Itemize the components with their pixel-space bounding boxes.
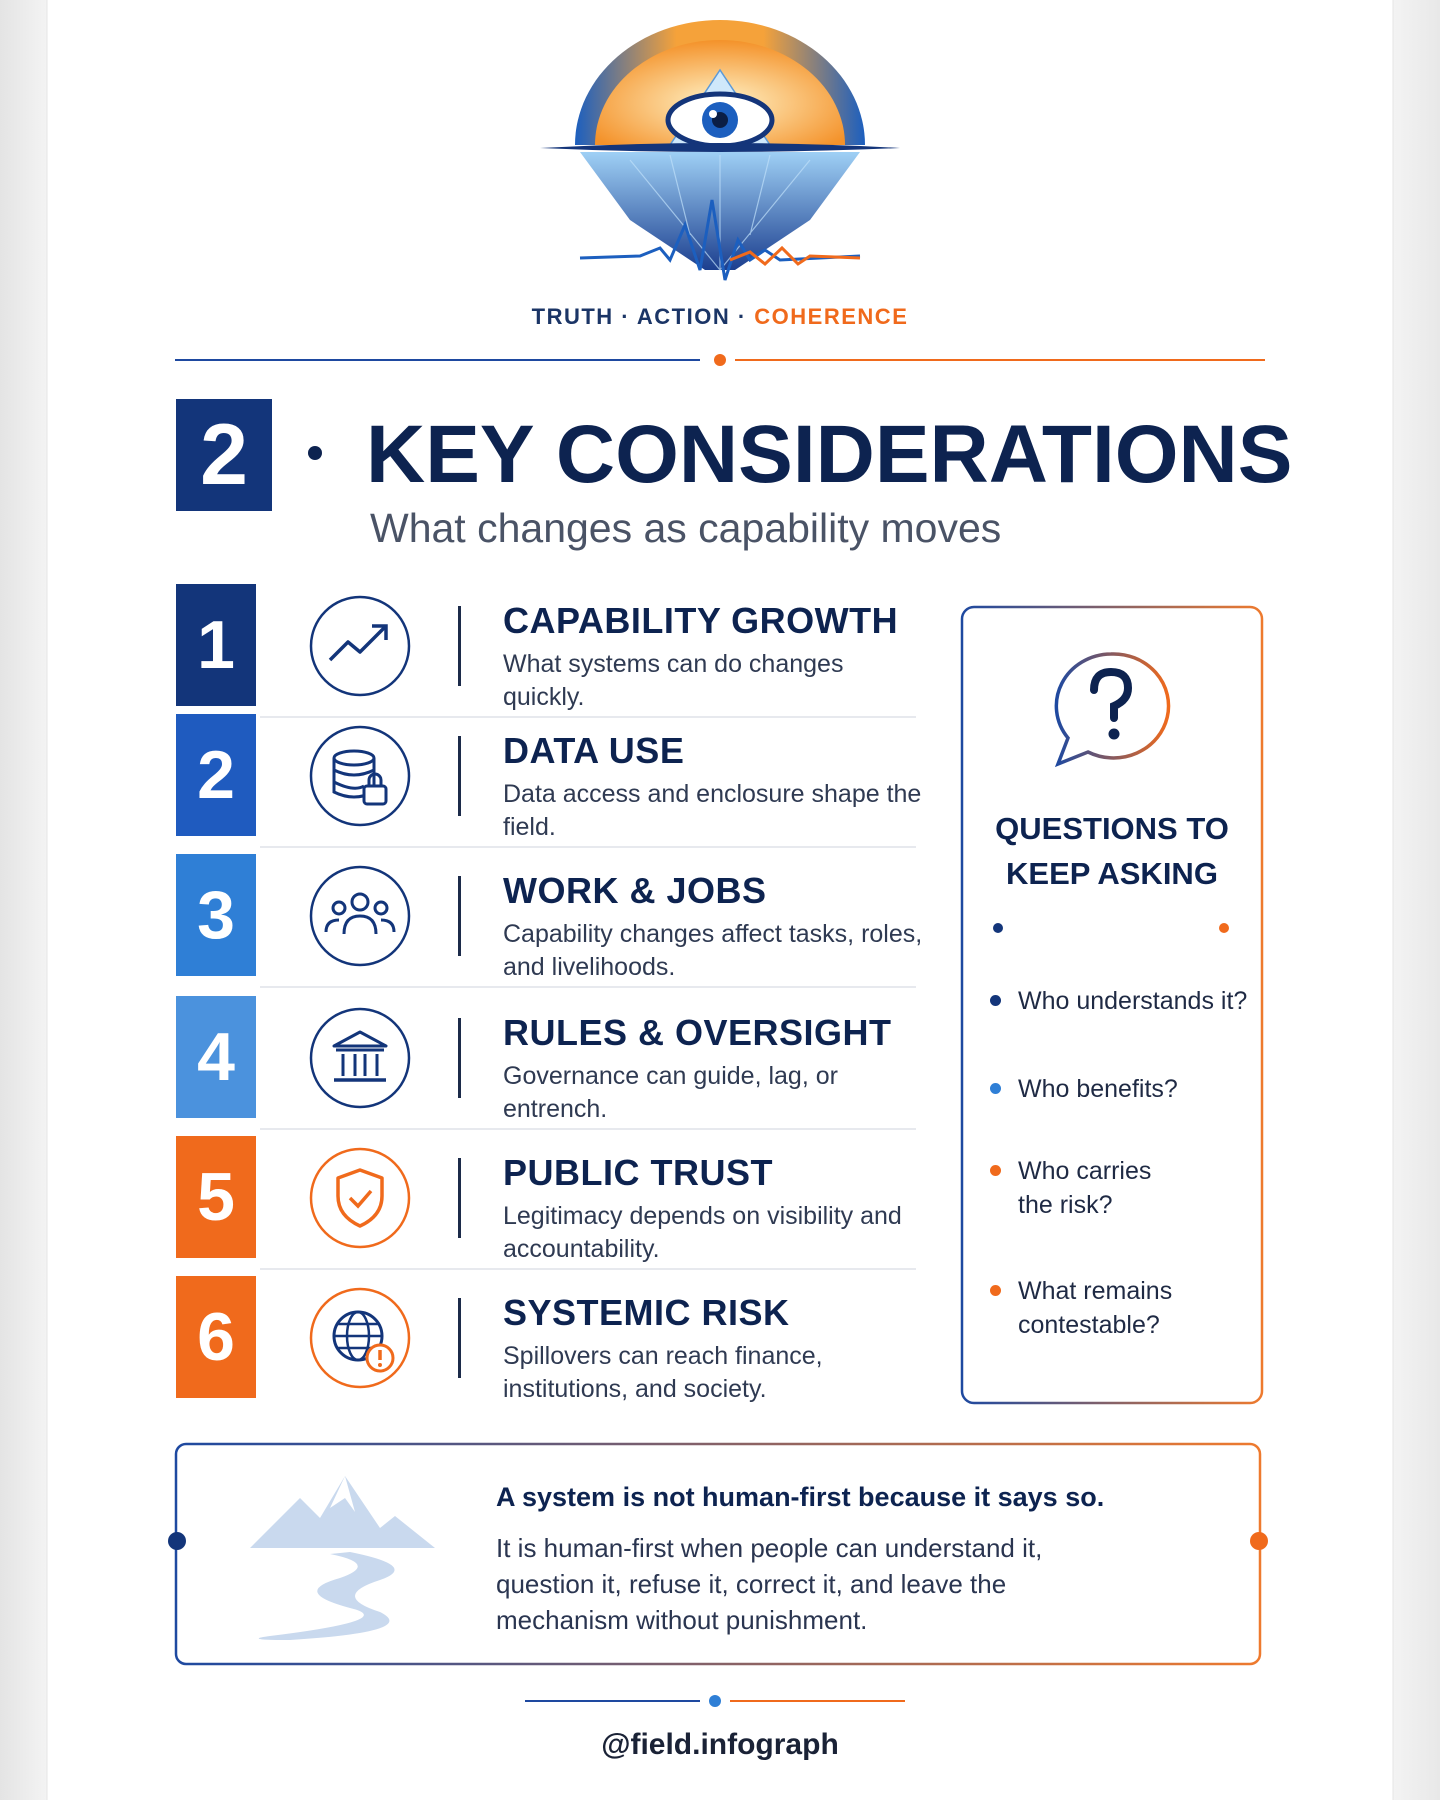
row-number: 2 xyxy=(176,714,256,836)
row-description: Governance can guide, lag, or entrench. xyxy=(503,1062,838,1123)
row-number: 3 xyxy=(176,854,256,976)
consideration-row xyxy=(176,584,916,724)
row-title: SYSTEMIC RISK xyxy=(503,1292,790,1333)
consideration-row xyxy=(176,996,916,1136)
quote-lead: A system is not human-first because it says so. xyxy=(496,1482,1105,1512)
mountain-path-icon xyxy=(230,1468,440,1642)
consideration-row xyxy=(176,1136,916,1276)
question-text: Who benefits? xyxy=(1018,1075,1178,1103)
page-title: KEY CONSIDERATIONS xyxy=(366,409,1293,500)
top-divider xyxy=(175,354,1265,366)
questions-divider xyxy=(992,922,1232,934)
row-description: Spillovers can reach finance, institutions, and society. xyxy=(503,1342,823,1403)
question-item xyxy=(990,1072,1260,1112)
row-title: WORK & JOBS xyxy=(503,870,767,911)
consideration-row xyxy=(176,1276,916,1416)
question-text: What remains contestable? xyxy=(1018,1277,1173,1339)
trend-up-icon xyxy=(308,594,412,698)
consideration-row xyxy=(176,714,922,854)
question-text: Who understands it? xyxy=(1018,987,1248,1015)
quote-body: It is human-first when people can understand it, question it, refuse it, correct it, and leave the mechanism without punishment. xyxy=(496,1533,1043,1635)
bottom-divider xyxy=(525,1695,905,1707)
globe-alert-icon xyxy=(308,1286,412,1390)
tagline-truth-action: TRUTH · ACTION · xyxy=(531,304,747,329)
question-bubble-icon xyxy=(1048,648,1174,772)
question-item xyxy=(990,1274,1260,1344)
row-description: What systems can do changes quickly. xyxy=(503,650,844,711)
footer-handle: @field.infograph xyxy=(601,1728,839,1761)
iceberg-eye-logo xyxy=(520,20,920,310)
page-subtitle: What changes as capability moves xyxy=(370,505,1002,551)
section-number-badge: 2 xyxy=(176,399,272,511)
questions-title: QUESTIONS TO KEEP ASKING xyxy=(995,811,1229,891)
brand-tagline xyxy=(0,304,1440,330)
row-title: DATA USE xyxy=(503,730,685,771)
row-title: CAPABILITY GROWTH xyxy=(503,600,899,641)
database-lock-icon xyxy=(308,724,412,828)
row-number: 6 xyxy=(176,1276,256,1398)
row-title: RULES & OVERSIGHT xyxy=(503,1012,892,1053)
government-building-icon xyxy=(308,1006,412,1110)
title-separator-dot xyxy=(308,446,322,460)
question-item xyxy=(990,1154,1260,1224)
row-description: Legitimacy depends on visibility and accountability. xyxy=(503,1202,902,1263)
shield-check-icon xyxy=(308,1146,412,1250)
tagline-coherence: COHERENCE xyxy=(754,304,909,329)
row-title: PUBLIC TRUST xyxy=(503,1152,773,1193)
consideration-row xyxy=(176,854,923,994)
quote-right-dot xyxy=(1250,1532,1268,1550)
question-item xyxy=(990,984,1260,1024)
quote-left-dot xyxy=(168,1532,186,1550)
row-description: Data access and enclosure shape the field. xyxy=(503,780,922,841)
question-text: Who carries the risk? xyxy=(1018,1157,1152,1219)
people-group-icon xyxy=(308,864,412,968)
row-description: Capability changes affect tasks, roles, and livelihoods. xyxy=(503,920,923,981)
row-number: 4 xyxy=(176,996,256,1118)
row-number: 1 xyxy=(176,584,256,706)
row-number: 5 xyxy=(176,1136,256,1258)
